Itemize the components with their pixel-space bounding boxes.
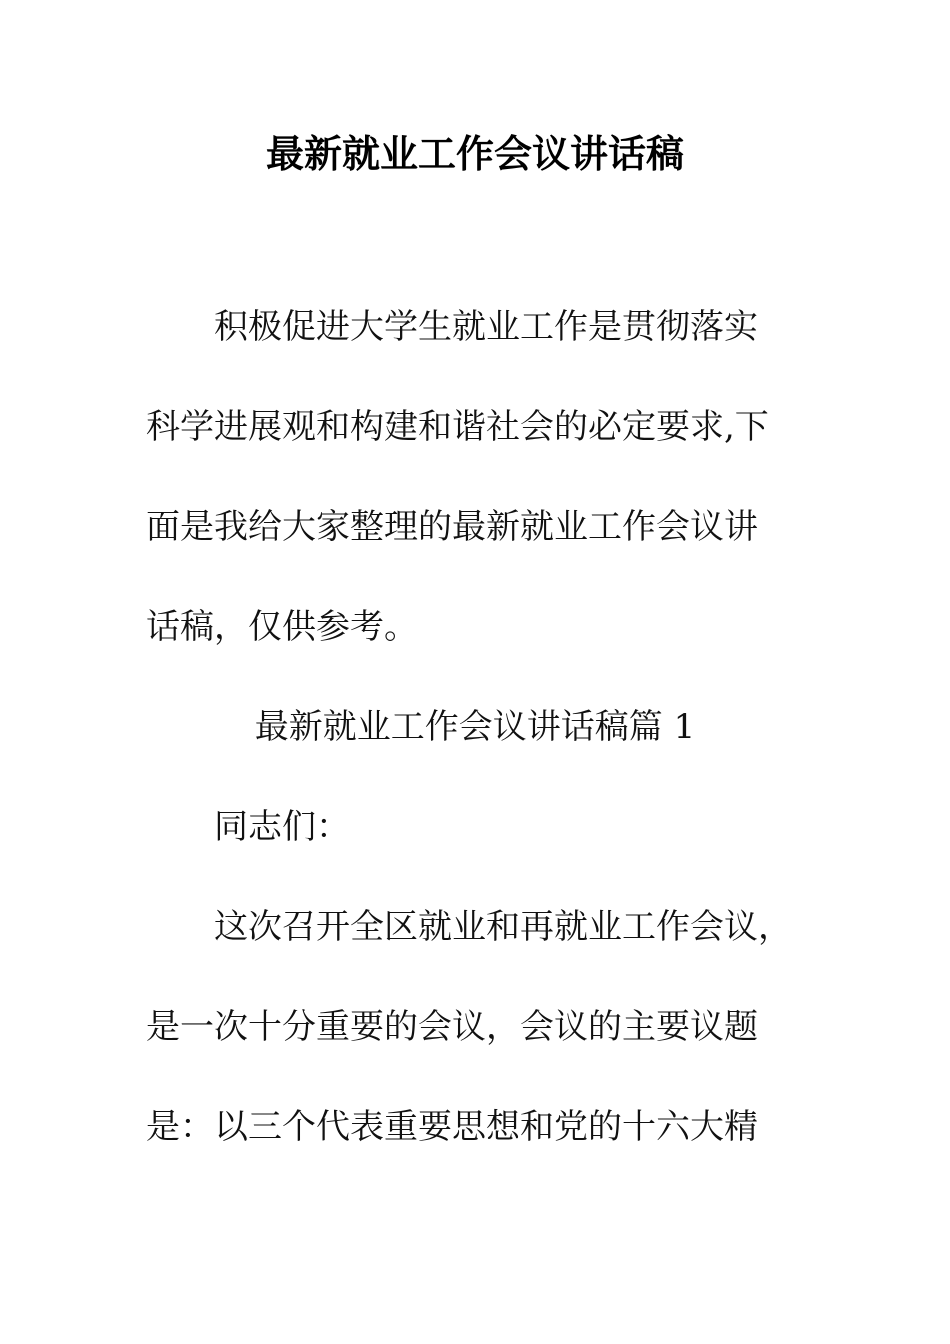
salutation: 同志们： <box>214 807 350 847</box>
section-heading: 最新就业工作会议讲话稿篇 1 <box>254 707 696 747</box>
paragraph-line: 是一次十分重要的会议，会议的主要议题 <box>146 1007 758 1047</box>
paragraph-line: 科学进展观和构建和谐社会的必定要求,下 <box>146 407 769 447</box>
paragraph-line: 这次召开全区就业和再就业工作会议， <box>214 907 792 947</box>
paragraph-line: 话稿，仅供参考。 <box>146 607 418 647</box>
paragraph-line: 是：以三个代表重要思想和党的十六大精 <box>146 1107 758 1147</box>
paragraph-line: 积极促进大学生就业工作是贯彻落实 <box>214 307 758 347</box>
paragraph-line: 面是我给大家整理的最新就业工作会议讲 <box>146 507 758 547</box>
document-title: 最新就业工作会议讲话稿 <box>265 132 684 176</box>
